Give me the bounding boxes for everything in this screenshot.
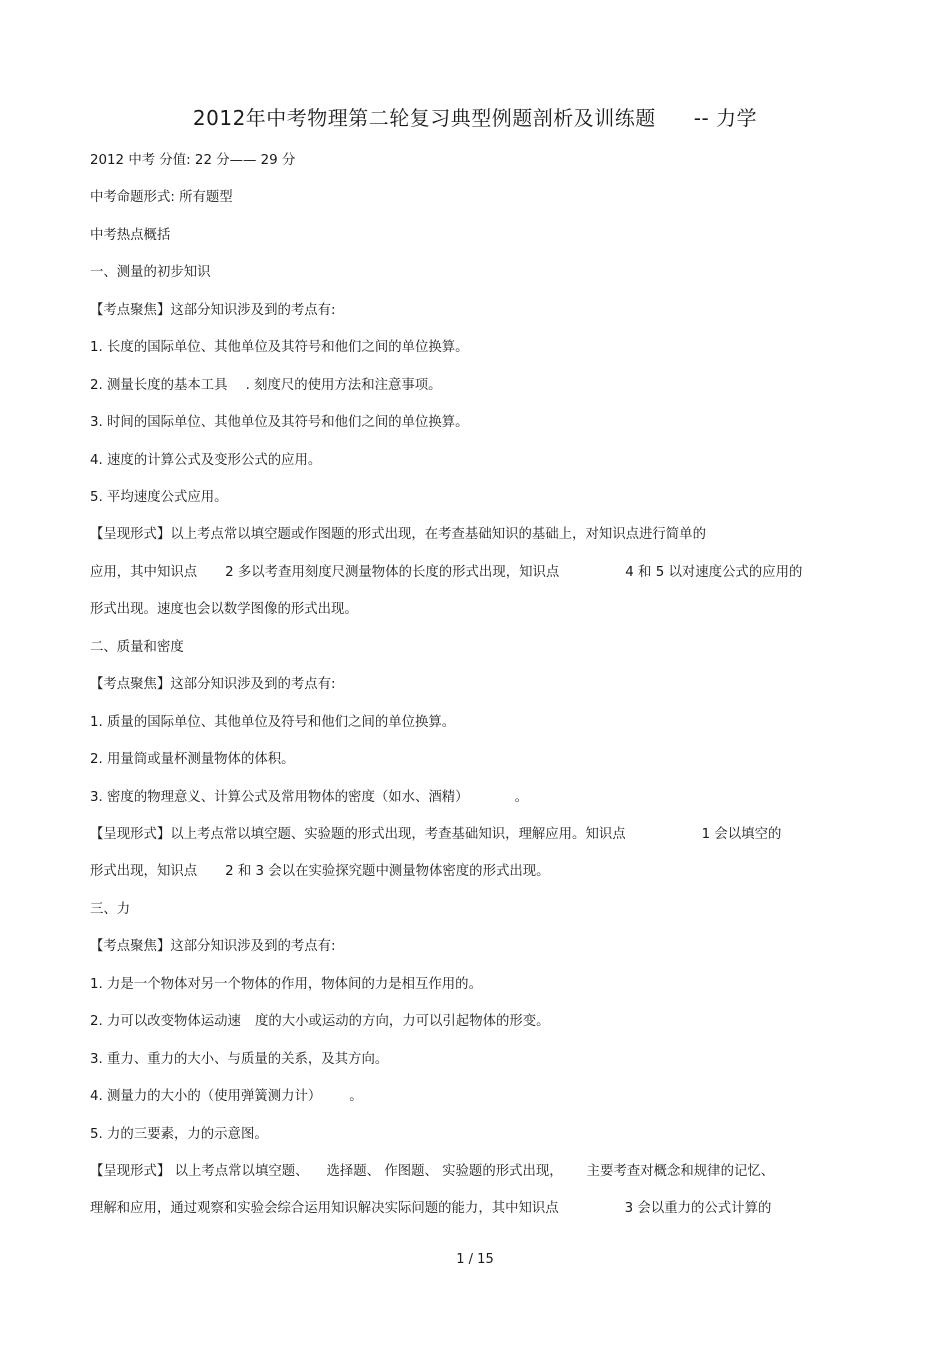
present-2-part-a: 理解和应用，通过观察和实验会综合运用知识解决实际问题的能力，其中知识点 bbox=[90, 1201, 559, 1216]
hotspot-line: 中考热点概括 bbox=[90, 228, 171, 243]
section-3-focus: 【考点聚焦】这部分知识涉及到的考点有: bbox=[90, 939, 336, 954]
item-4-part-b: 。 bbox=[349, 1089, 363, 1104]
section-3-item-3: 3. 重力、重力的大小、与质量的关系，及其方向。 bbox=[90, 1052, 389, 1067]
score-line: 2012 中考 分值: 22 分—— 29 分 bbox=[90, 153, 296, 168]
present-1-part-b: 1 会以填空的 bbox=[701, 827, 782, 842]
section-2-heading: 二、质量和密度 bbox=[90, 640, 184, 655]
section-3-item-4 bbox=[90, 1088, 363, 1106]
present-2-part-a: 应用，其中知识点 bbox=[90, 565, 198, 580]
present-1-part-a: 【呈现形式】 以上考点常以填空题、 bbox=[90, 1164, 309, 1179]
present-2-part-c: 4 和 5 以对速度公式的应用的 bbox=[625, 565, 803, 580]
section-3-item-5: 5. 力的三要素，力的示意图。 bbox=[90, 1127, 268, 1142]
present-2-part-b: 2 多以考查用刻度尺测量物体的长度的形式出现，知识点 bbox=[225, 565, 560, 580]
present-2-part-b: 3 会以重力的公式计算的 bbox=[624, 1201, 772, 1216]
section-3-present-2 bbox=[90, 1200, 771, 1218]
page-title bbox=[0, 102, 950, 131]
item-2-part-b: 度的大小或运动的方向，力可以引起物体的形变。 bbox=[254, 1014, 550, 1029]
section-1-focus: 【考点聚焦】这部分知识涉及到的考点有: bbox=[90, 303, 336, 318]
section-3-heading: 三、力 bbox=[90, 902, 131, 917]
section-1-item-1: 1. 长度的国际单位、其他单位及其符号和他们之间的单位换算。 bbox=[90, 340, 469, 355]
present-1-part-a: 【呈现形式】以上考点常以填空题、实验题的形式出现，考查基础知识，理解应用。知识点 bbox=[90, 827, 626, 842]
section-3-present-1 bbox=[90, 1163, 774, 1181]
section-2-present-1 bbox=[90, 826, 781, 844]
item-4-part-a: 4. 测量力的大小的（使用弹簧测力计） bbox=[90, 1089, 322, 1104]
section-2-item-3 bbox=[90, 789, 528, 807]
item-3-part-b: 。 bbox=[514, 790, 528, 805]
item-2-part-a: 2. 力可以改变物体运动速 bbox=[90, 1014, 241, 1029]
section-2-focus: 【考点聚焦】这部分知识涉及到的考点有: bbox=[90, 677, 336, 692]
present-2-part-a: 形式出现，知识点 bbox=[90, 864, 198, 879]
page-number: 1 / 15 bbox=[456, 1252, 494, 1267]
section-1-heading: 一、测量的初步知识 bbox=[90, 265, 211, 280]
section-1-present-1: 【呈现形式】以上考点常以填空题或作图题的形式出现，在考查基础知识的基础上，对知识点进行简单的 bbox=[90, 527, 706, 542]
section-1-item-4: 4. 速度的计算公式及变形公式的应用。 bbox=[90, 453, 322, 468]
section-1-item-2 bbox=[90, 377, 442, 395]
section-1-present-2 bbox=[90, 564, 802, 582]
section-1-present-3: 形式出现。速度也会以数学图像的形式出现。 bbox=[90, 602, 358, 617]
present-2-part-b: 2 和 3 会以在实验探究题中测量物体密度的形式出现。 bbox=[225, 864, 550, 879]
section-2-present-2 bbox=[90, 863, 550, 881]
section-1-item-3: 3. 时间的国际单位、其他单位及其符号和他们之间的单位换算。 bbox=[90, 415, 469, 430]
item-3-part-a: 3. 密度的物理意义、计算公式及常用物体的密度（如水、酒精） bbox=[90, 790, 469, 805]
section-3-item-1: 1. 力是一个物体对另一个物体的作用，物体间的力是相互作用的。 bbox=[90, 977, 482, 992]
section-2-item-1: 1. 质量的国际单位、其他单位及符号和他们之间的单位换算。 bbox=[90, 715, 456, 730]
item-2-part-b: . 刻度尺的使用方法和注意事项。 bbox=[245, 378, 442, 393]
form-line: 中考命题形式: 所有题型 bbox=[90, 190, 233, 205]
present-1-part-c: 主要考查对概念和规律的记忆、 bbox=[586, 1164, 775, 1179]
title-main: 2012年中考物理第二轮复习典型例题剖析及训练题 bbox=[192, 106, 656, 130]
present-1-part-b: 选择题、 作图题、 实验题的形式出现， bbox=[326, 1164, 563, 1179]
title-suffix: -- 力学 bbox=[693, 106, 758, 130]
item-2-part-a: 2. 测量长度的基本工具 bbox=[90, 378, 228, 393]
section-2-item-2: 2. 用量筒或量杯测量物体的体积。 bbox=[90, 752, 295, 767]
section-3-item-2 bbox=[90, 1013, 550, 1031]
section-1-item-5: 5. 平均速度公式应用。 bbox=[90, 490, 228, 505]
